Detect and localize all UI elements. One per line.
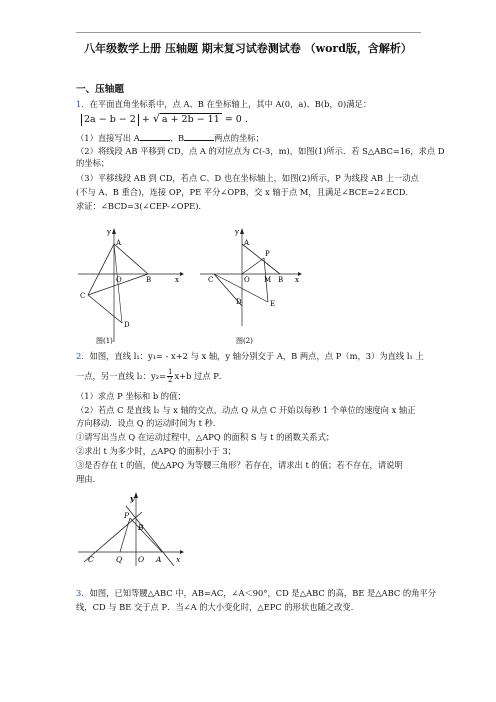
q1-intro: [76, 99, 371, 110]
q1-part1-c: 两点的坐标；: [214, 133, 264, 143]
fraction-half: [167, 369, 173, 384]
q2-line2-a: 一点，另一直线 l₂：y₂=: [76, 371, 166, 381]
q2-intro: [76, 351, 424, 362]
fig1-y-arrow: [112, 228, 116, 234]
q1-part1: [76, 132, 264, 144]
fig2-label-b: B: [278, 276, 284, 284]
q2fig-line-l1: [126, 506, 174, 566]
q2-sub3: ③是否存在 t 的值，使△APQ 为等腰三角形？若存在，请求出 t 的值；若不存在，请说明: [76, 460, 403, 470]
q1-line1: 在平面直角坐标系中，点 A、B 在坐标轴上，其中 A(0，a)、B(b，0)满足：: [89, 99, 372, 109]
q2fig-label-q: Q: [116, 555, 123, 564]
q2-sub1: ①请写出当点 Q 在运动过程中，△APQ 的面积 S 与 t 的函数关系式；: [76, 432, 335, 442]
q3-line1: 如图，已知等腰△ABC 中，AB=AC，∠A＜90°，CD 是△ABC 的高，BE 是△ABC 的角平分: [89, 588, 437, 598]
q2fig-y-arrow: [134, 492, 138, 498]
fig2-label-p: P: [265, 250, 270, 258]
q1-part2-cont: 的坐标；: [76, 158, 110, 168]
q1-number: 1．: [76, 99, 90, 109]
fig2-label-y: y: [235, 228, 239, 236]
fig2-label-o: O: [244, 276, 250, 284]
fig2-label-a: A: [244, 239, 250, 247]
q2fig-x-arrow: [180, 550, 184, 554]
q1-part3-cont: (不与 A、B 重合)，连接 OP，PE 平分∠OPB，交 x 轴于点 M，且满足∠BCE=2∠ECD．: [76, 187, 414, 197]
frac-den: 2: [167, 376, 173, 384]
q1-part3-proof: 求证：∠BCD=3(∠CEP-∠OPE)．: [76, 201, 207, 211]
q2fig-segment-pa: [130, 518, 162, 552]
q2-line2: [76, 369, 227, 384]
figure-1: [76, 222, 188, 348]
q1-part1-b: 、B: [169, 133, 185, 143]
q1-eq: = 0 .: [224, 114, 248, 125]
page-title: 八年级数学上册 压轴题 期末复习试卷测试卷 （word版，含解析）: [84, 42, 412, 55]
q1-part2: （2）将线段 AB 平移到 CD，点 A 的对应点为 C(-3，m)，如图(1)所示．若 S△ABC=16，求点 D: [76, 146, 445, 156]
figure-q2: [76, 490, 188, 568]
q2-part1: （1）求点 P 坐标和 b 的值；: [76, 391, 186, 401]
q2-part2: （2）若点 C 是直线 l₂ 与 x 轴的交点，动点 Q 从点 C 开始以每秒 1 个单位的速度向 x 轴正: [76, 405, 416, 415]
fig2-segment-op: [242, 258, 264, 274]
q2fig-segment-pq: [120, 518, 130, 552]
fig2-label-c: C: [208, 276, 214, 284]
sqrt-sign: √: [152, 112, 160, 125]
fig1-caption: 图(1): [96, 337, 113, 345]
q1-abs-expr: 2a − b − 2: [81, 114, 139, 126]
fig1-label-d: D: [124, 321, 130, 329]
q2fig-label-c: C: [88, 555, 94, 564]
fig2-y-arrow: [240, 228, 244, 234]
figure-2: [198, 222, 310, 348]
fig1-x-arrow: [180, 272, 184, 276]
q1-sqrt-expr: a + 2b − 11: [161, 114, 220, 125]
q1-part1-a: （1）直接写出 A: [76, 133, 140, 143]
fig2-caption: 图(2): [236, 337, 253, 345]
fig2-label-x: x: [295, 276, 299, 284]
answer-blank-a: [140, 132, 170, 141]
q3-intro: [76, 588, 436, 599]
header-rule: [76, 32, 421, 33]
answer-blank-b: [184, 132, 214, 141]
fig1-segment-cd: [88, 295, 122, 323]
q2-part2-cont: 方向移动．设点 Q 的运动时间为 t 秒．: [76, 418, 222, 428]
fig1-label-x: x: [175, 276, 179, 284]
q2fig-label-b: B: [138, 523, 144, 532]
q3-line2: 线，CD 与 BE 交于点 P．当∠A 的大小变化时，△EPC 的形状也随之改变．: [76, 602, 359, 612]
q1-part3: （3）平移线段 AB 到 CD，若点 C、D 也在坐标轴上，如图(2)所示，P 为线段 AB 上一动点: [76, 173, 419, 183]
q2-number: 2．: [76, 351, 90, 361]
fig1-label-c: C: [80, 292, 86, 300]
q2-line2-b: x+b 过点 P．: [174, 371, 228, 381]
q3-number: 3．: [76, 588, 90, 598]
fig1-segment-ab: [114, 244, 148, 274]
q1-plus: +: [141, 114, 150, 125]
fig1-label-o: O: [116, 276, 122, 284]
q2fig-label-a: A: [156, 555, 162, 564]
q2-sub2: ②求出 t 为多少时，△APQ 的面积小于 3；: [76, 446, 237, 456]
q2fig-label-p: P: [124, 511, 130, 520]
q2fig-label-x: x: [176, 555, 181, 564]
fig2-label-e: E: [270, 300, 276, 308]
section-heading: 一、压轴题: [76, 84, 124, 95]
fig1-label-b: B: [146, 276, 152, 284]
frac-num: 1: [167, 368, 173, 376]
fig1-label-y: y: [107, 228, 111, 236]
q2fig-label-o: O: [138, 555, 145, 564]
q1-equation: [81, 113, 248, 126]
fig2-label-m: M: [264, 276, 272, 284]
fig1-label-a: A: [116, 239, 122, 247]
q2-sub3-cont: 理由．: [76, 474, 101, 484]
q2-line1: 如图，直线 l₁：y₁= - x+2 与 x 轴，y 轴分别交于 A，B 两点，点 P（m，3）为直线 l₁ 上: [89, 351, 424, 361]
fig2-label-d: D: [236, 298, 242, 306]
q2fig-label-y: y: [130, 494, 135, 503]
